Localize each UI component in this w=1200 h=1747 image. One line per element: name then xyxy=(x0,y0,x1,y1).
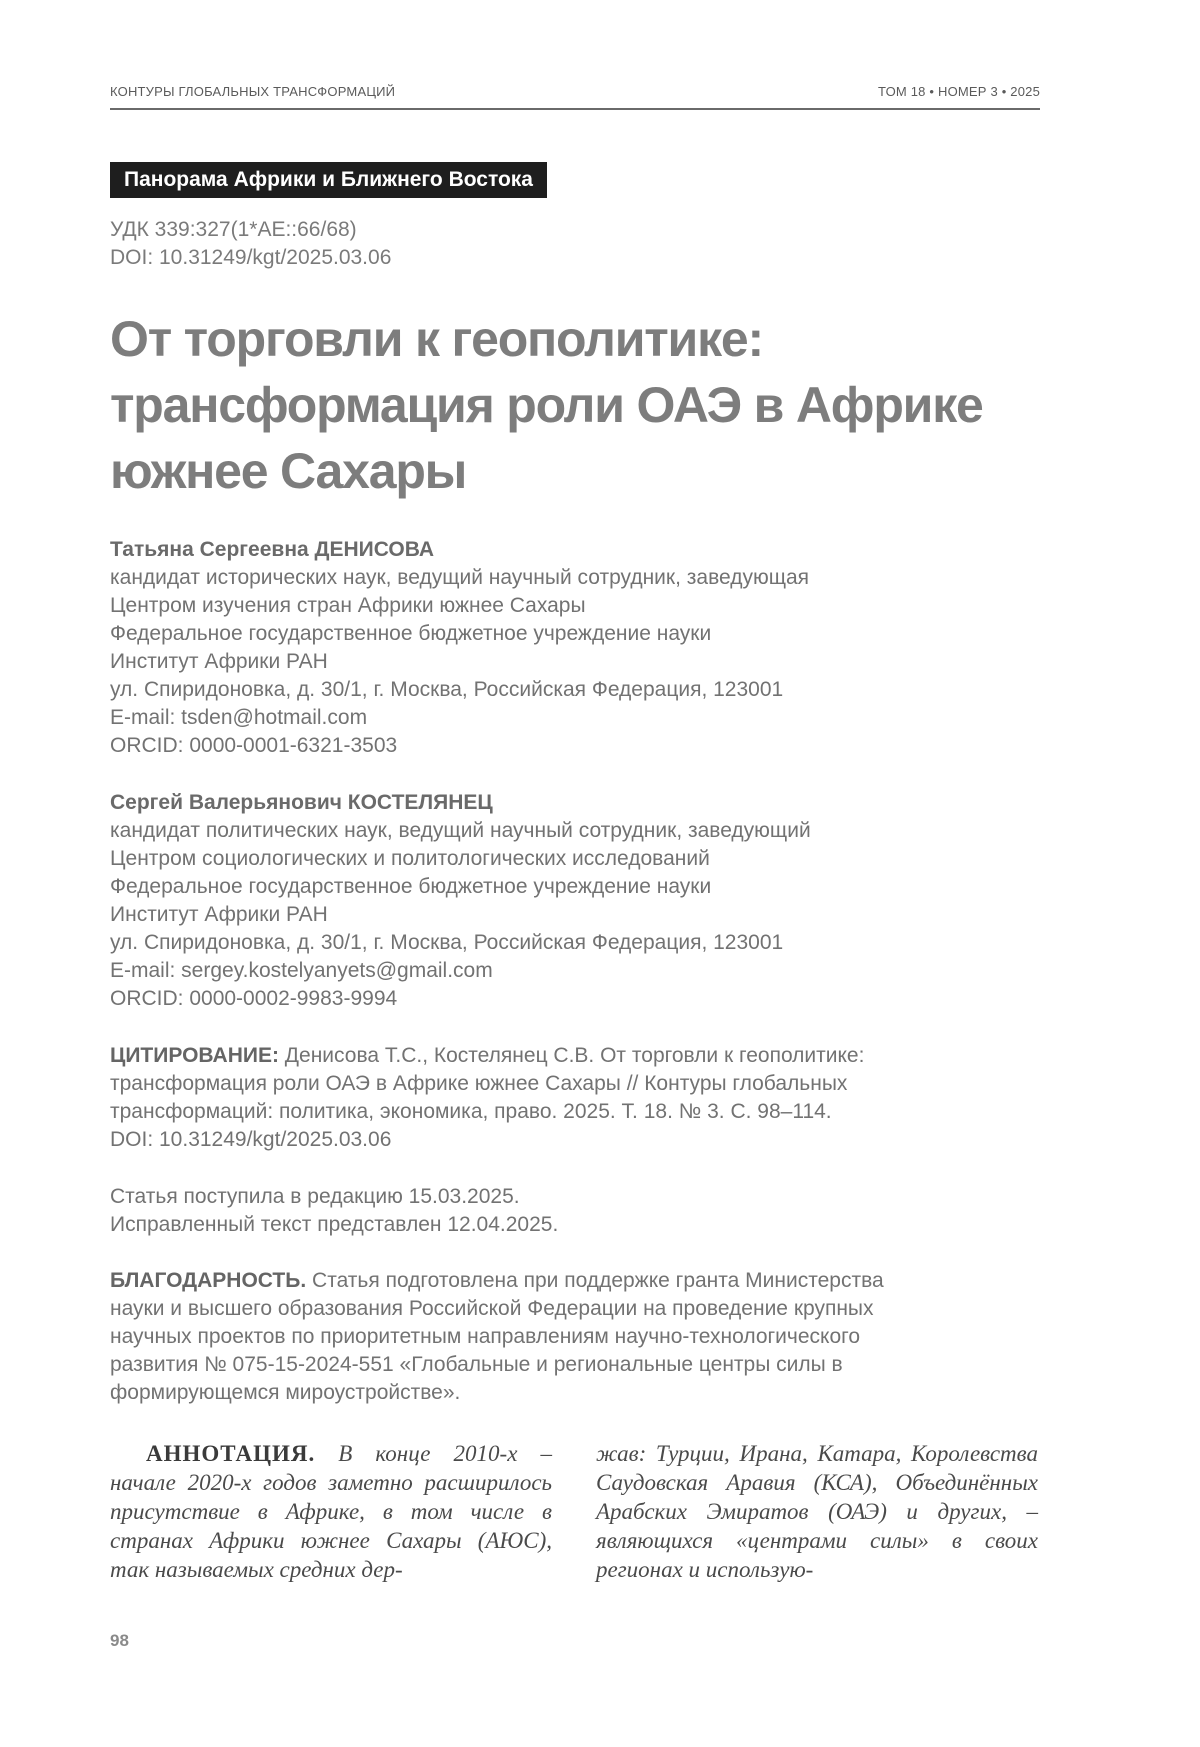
article-title xyxy=(110,306,1010,504)
author-position: кандидат политических наук, ведущий научный сотрудник, заведующий xyxy=(110,819,811,842)
abstract-text-left: В конце 2010-х – начале 2020-х годов заметно расширилось присутствие в Африке, в том числе в странах Африки южнее Сахары (АЮС), так называемых средних дер- xyxy=(110,1441,552,1582)
acknowledgement-label: БЛАГОДАРНОСТЬ. xyxy=(110,1269,307,1292)
acknowledgement-line: науки и высшего образования Российской Федерации на проведение крупных xyxy=(110,1297,874,1320)
received-dates xyxy=(110,1183,1070,1239)
udk: УДК 339:327(1*AE::66/68) xyxy=(110,218,357,241)
author-name: Сергей Валерьянович КОСТЕЛЯНЕЦ xyxy=(110,791,493,814)
header-rule xyxy=(110,108,1040,110)
title-line: От торговли к геополитике: xyxy=(110,311,763,367)
citation-line: DOI: 10.31249/kgt/2025.03.06 xyxy=(110,1128,392,1151)
citation-line: трансформаций: политика, экономика, право. 2025. Т. 18. № 3. С. 98–114. xyxy=(110,1100,832,1123)
acknowledgement-text: Статья подготовлена при поддержке гранта Министерства xyxy=(306,1269,884,1292)
author-institution-name: Институт Африки РАН xyxy=(110,650,328,673)
citation-label: ЦИТИРОВАНИЕ: xyxy=(110,1044,279,1067)
citation-block xyxy=(110,1042,1070,1154)
abstract-left-column xyxy=(110,1439,552,1584)
journal-name: КОНТУРЫ ГЛОБАЛЬНЫХ ТРАНСФОРМАЦИЙ xyxy=(110,84,396,99)
author-email[interactable]: E-mail: sergey.kostelyanyets@gmail.com xyxy=(110,959,493,982)
author-email[interactable]: E-mail: tsden@hotmail.com xyxy=(110,706,368,729)
author-orcid: ORCID: 0000-0001-6321-3503 xyxy=(110,734,398,757)
title-line: южнее Сахары xyxy=(110,443,467,499)
citation-line xyxy=(110,1042,1070,1070)
author-position: кандидат исторических наук, ведущий научный сотрудник, заведующая xyxy=(110,566,810,589)
author-department: Центром социологических и политологических исследований xyxy=(110,847,710,870)
page-number: 98 xyxy=(110,1631,129,1650)
author-block-2 xyxy=(110,789,1070,1013)
citation-line: трансформация роли ОАЭ в Африке южнее Сахары // Контуры глобальных xyxy=(110,1072,848,1095)
acknowledgement-line: формирующемся мироустройстве». xyxy=(110,1381,461,1404)
issue-info: ТОМ 18 • НОМЕР 3 • 2025 xyxy=(878,84,1040,99)
citation-text: Денисова Т.С., Костелянец С.В. От торговли к геополитике: xyxy=(278,1044,865,1067)
author-address: ул. Спиридоновка, д. 30/1, г. Москва, Российская Федерация, 123001 xyxy=(110,931,784,954)
acknowledgement-line xyxy=(110,1267,1070,1295)
doi: DOI: 10.31249/kgt/2025.03.06 xyxy=(110,246,392,269)
author-institution: Федеральное государственное бюджетное учреждение науки xyxy=(110,875,712,898)
abstract-label: АННОТАЦИЯ. xyxy=(146,1441,316,1466)
received-date: Статья поступила в редакцию 15.03.2025. xyxy=(110,1185,520,1208)
section-label: Панорама Африки и Ближнего Востока xyxy=(110,162,547,198)
article-identifiers xyxy=(110,216,391,272)
acknowledgement-line: научных проектов по приоритетным направлениям научно-технологического xyxy=(110,1325,861,1348)
author-name: Татьяна Сергеевна ДЕНИСОВА xyxy=(110,538,435,561)
author-block-1 xyxy=(110,536,1070,760)
acknowledgement-block xyxy=(110,1267,1070,1407)
abstract-right-column: жав: Турции, Ирана, Катара, Королевства Саудовская Аравия (КСА), Объединённых Арабских Эмиратов (ОАЭ) и других, – являющихся «центрами силы» в своих регионах и использую- xyxy=(596,1441,1038,1582)
author-orcid: ORCID: 0000-0002-9983-9994 xyxy=(110,987,398,1010)
author-department: Центром изучения стран Африки южнее Сахары xyxy=(110,594,586,617)
acknowledgement-line: развития № 075-15-2024-551 «Глобальные и региональные центры силы в xyxy=(110,1353,843,1376)
title-line: трансформация роли ОАЭ в Африке xyxy=(110,377,983,433)
author-institution: Федеральное государственное бюджетное учреждение науки xyxy=(110,622,712,645)
revised-date: Исправленный текст представлен 12.04.2025. xyxy=(110,1213,559,1236)
author-institution-name: Институт Африки РАН xyxy=(110,903,328,926)
author-address: ул. Спиридоновка, д. 30/1, г. Москва, Российская Федерация, 123001 xyxy=(110,678,784,701)
